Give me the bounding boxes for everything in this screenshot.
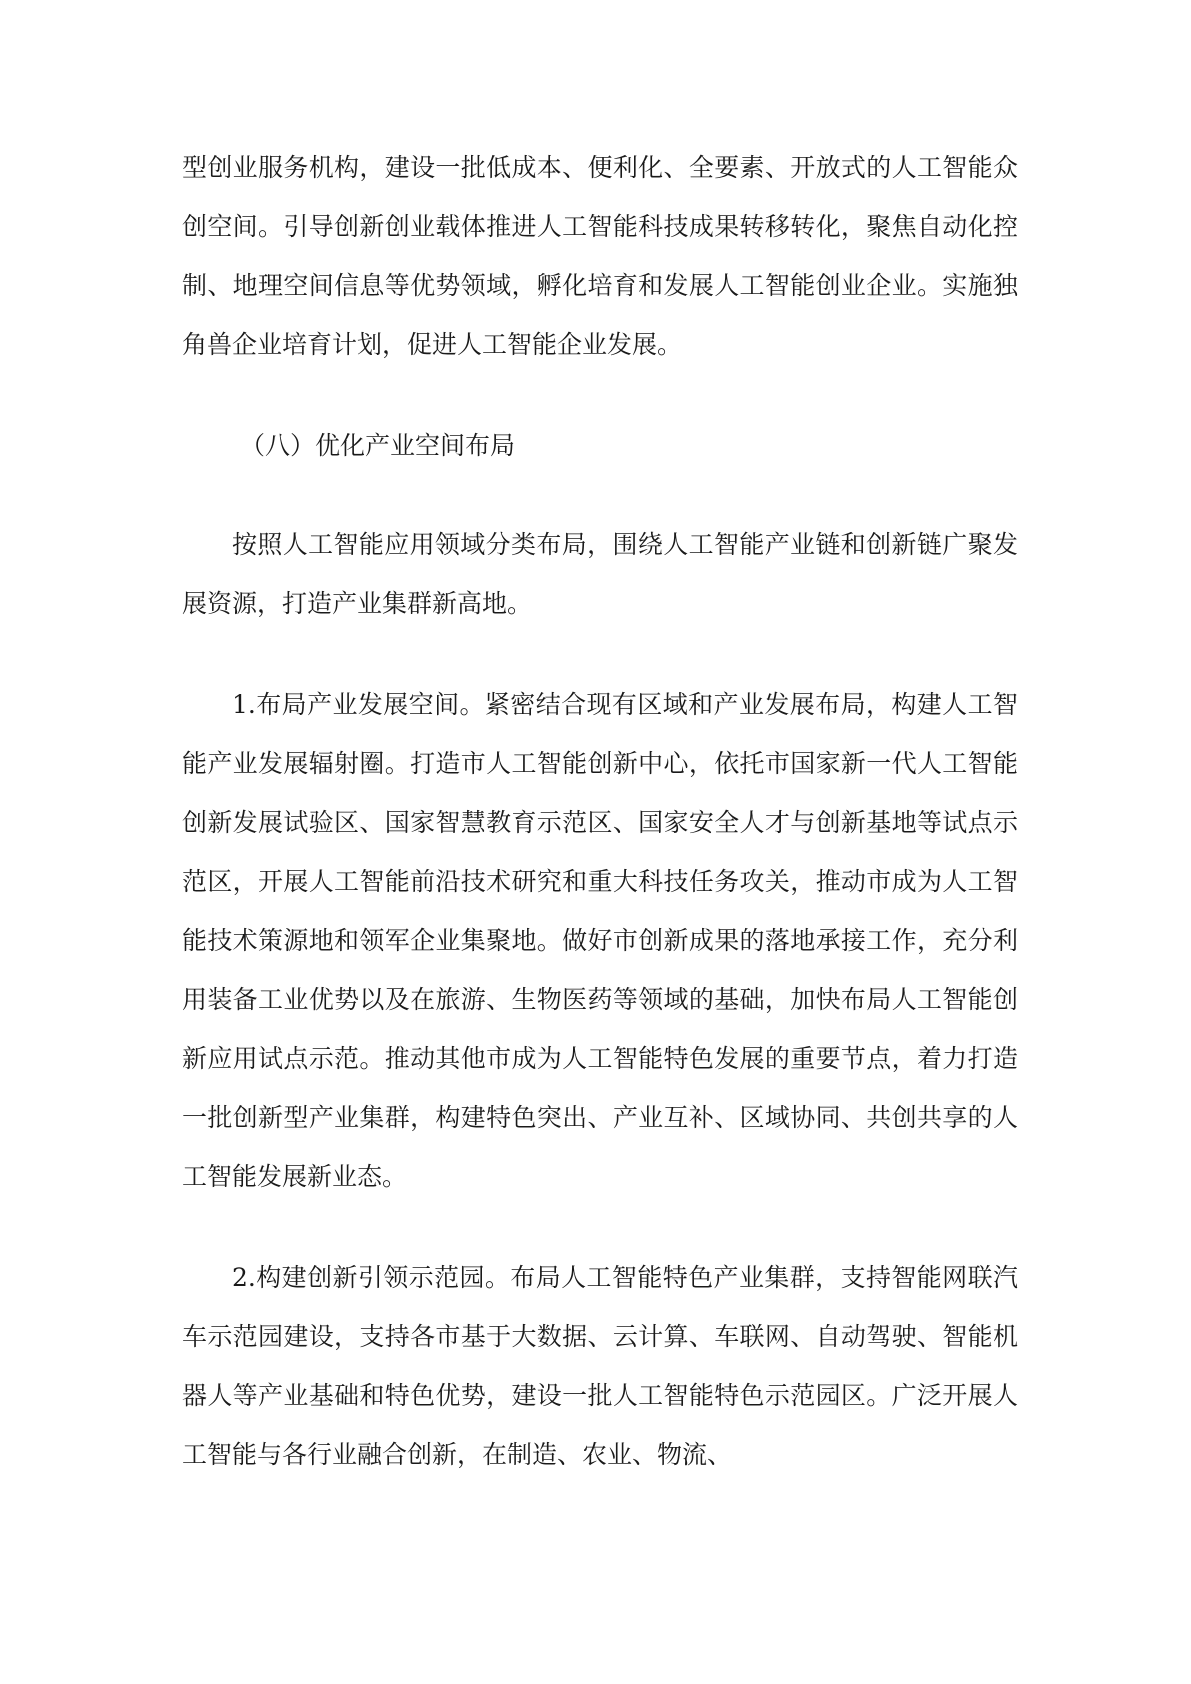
paragraph-item-2: 2.构建创新引领示范园。布局人工智能特色产业集群，支持智能网联汽车示范园建设，支持各市基于大数据、云计算、车联网、自动驾驶、智能机器人等产业基础和特色优势，建设一批人工智能特色示范园区。广泛开展人工智能与各行业融合创新，在制造、农业、物流、 — [182, 1263, 1018, 1469]
section-heading-8: （八）优化产业空间布局 — [240, 431, 516, 460]
paragraph-layout-intro: 按照人工智能应用领域分类布局，围绕人工智能产业链和创新链广聚发展资源，打造产业集群新高地。 — [182, 530, 1018, 618]
document-body — [182, 138, 1018, 1484]
paragraph-item-1: 1.布局产业发展空间。紧密结合现有区域和产业发展布局，构建人工智能产业发展辐射圈。打造市人工智能创新中心，依托市国家新一代人工智能创新发展试验区、国家智慧教育示范区、国家安全人才与创新基地等试点示范区，开展人工智能前沿技术研究和重大科技任务攻关，推动市成为人工智能技术策源地和领军企业集聚地。做好市创新成果的落地承接工作，充分利用装备工业优势以及在旅游、生物医药等领域的基础，加快布局人工智能创新应用试点示范。推动其他市成为人工智能特色发展的重要节点，着力打造一批创新型产业集群，构建特色突出、产业互补、区域协同、共创共享的人工智能发展新业态。 — [182, 690, 1018, 1191]
paragraph-continued: 型创业服务机构，建设一批低成本、便利化、全要素、开放式的人工智能众创空间。引导创新创业载体推进人工智能科技成果转移转化，聚焦自动化控制、地理空间信息等优势领域，孵化培育和发展人工智能创业企业。实施独角兽企业培育计划，促进人工智能企业发展。 — [182, 153, 1018, 359]
